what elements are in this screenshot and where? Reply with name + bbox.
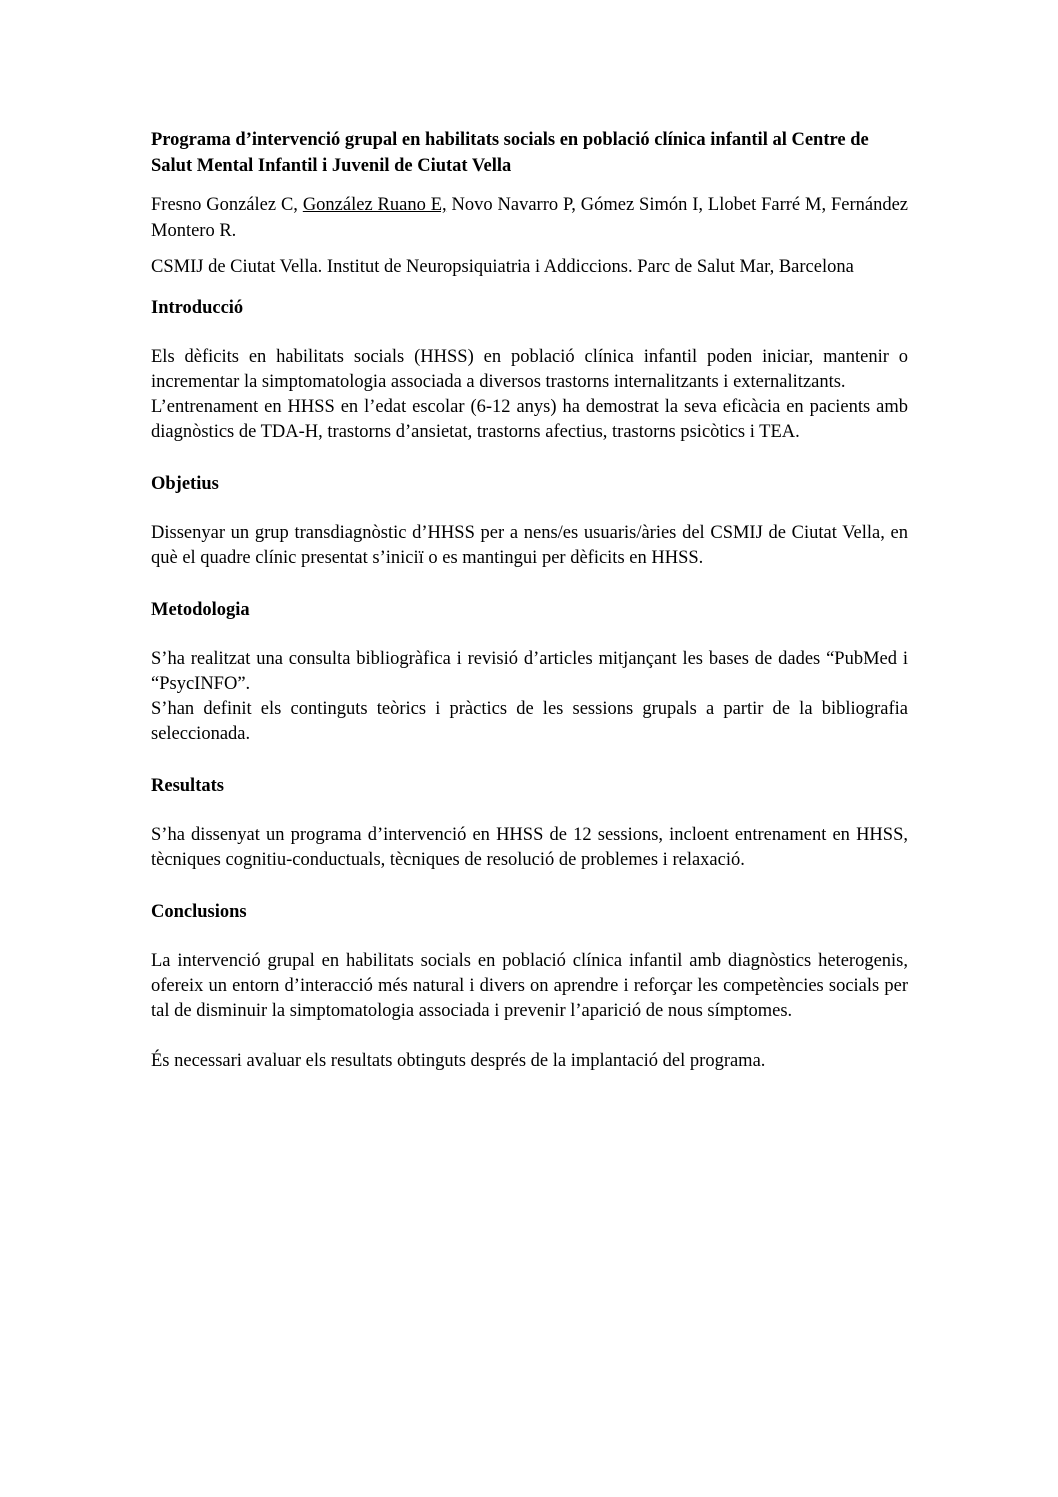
document-title: Programa d’intervenció grupal en habilitats socials en població clínica infantil al Centre de Salut Mental Infantil i Juvenil de Ciutat Vella	[151, 130, 869, 176]
section-paragraph: Dissenyar un grup transdiagnòstic d’HHSS per a nens/es usuaris/àries del CSMIJ de Ciutat Vella, en què el quadre clínic presentat s’iniciï o es mantingui per dèficits en HHSS.	[151, 523, 908, 568]
section-paragraph: L’entrenament en HHSS en l’edat escolar (6-12 anys) ha demostrat la seva eficàcia en pacients amb diagnòstics de TDA-H, trastorns d’ansietat, trastorns afectius, trastorns psicòtics i TEA.	[151, 397, 908, 442]
section-metodologia	[151, 597, 908, 747]
section-conclusions	[151, 899, 908, 1074]
affiliation-line: CSMIJ de Ciutat Vella. Institut de Neuropsiquiatria i Addiccions. Parc de Salut Mar, Barcelona	[151, 257, 854, 277]
author-group-before: Fresno González C,	[151, 195, 303, 215]
section-paragraph: S’ha dissenyat un programa d’intervenció en HHSS de 12 sessions, incloent entrenament en HHSS, tècniques cognitiu-conductuals, tècniques de resolució de problemes i relaxació.	[151, 825, 908, 870]
section-introduccio	[151, 295, 908, 445]
section-objetius	[151, 471, 908, 571]
section-paragraph: S’ha realitzat una consulta bibliogràfica i revisió d’articles mitjançant les bases de dades “PubMed i “PsycINFO”.	[151, 649, 908, 694]
section-paragraph: Els dèficits en habilitats socials (HHSS) en població clínica infantil poden iniciar, mantenir o incrementar la simptomatologia associada a diversos trastorns internalitzants i externalitzants.	[151, 347, 908, 392]
section-paragraph: La intervenció grupal en habilitats socials en població clínica infantil amb diagnòstics heterogenis, ofereix un entorn d’interacció més natural i divers on aprendre i reforçar les competències socials per tal de disminuir la simptomatologia associada i prevenir l’aparició de nous símptomes.	[151, 951, 908, 1021]
section-heading-resultats: Resultats	[151, 776, 224, 796]
section-heading-conclusions: Conclusions	[151, 902, 247, 922]
section-resultats	[151, 773, 908, 873]
section-paragraph: S’han definit els continguts teòrics i pràctics de les sessions grupals a partir de la bibliografia seleccionada.	[151, 699, 908, 744]
author-group-after: Novo Navarro P, Gómez Simón I, Llobet Farré M, Fernández Montero R.	[151, 195, 909, 241]
section-heading-introduccio: Introducció	[151, 298, 244, 318]
authors-line	[151, 192, 908, 244]
section-heading-objetius: Objetius	[151, 474, 219, 494]
section-heading-metodologia: Metodologia	[151, 600, 250, 620]
underlined-author: González Ruano E,	[302, 195, 447, 215]
section-paragraph: És necessari avaluar els resultats obtinguts després de la implantació del programa.	[151, 1051, 766, 1071]
